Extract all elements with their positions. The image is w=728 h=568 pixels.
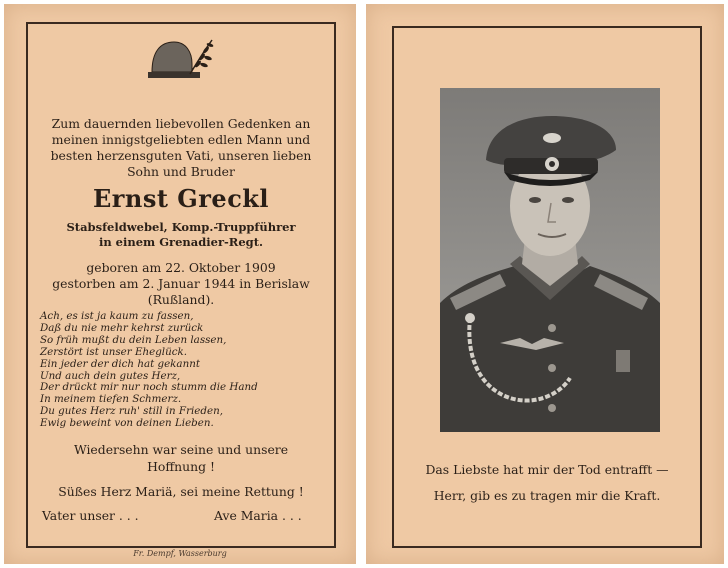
poem-line: So früh mußt du dein Leben lassen,	[40, 333, 227, 346]
birth-date: geboren am 22. Oktober 1909	[86, 260, 276, 275]
poem-line: Du gutes Herz ruh' still in Frieden,	[40, 405, 223, 418]
poem-line: In meinem tiefen Schmerz.	[40, 393, 182, 406]
memorial-card-back	[366, 4, 724, 564]
deceased-name: Ernst Greckl	[92, 184, 270, 213]
poem-line: Der drückt mir nur noch stumm die Hand	[40, 381, 258, 394]
poem-line: Zerstört ist unser Eheglück.	[40, 345, 187, 358]
rank-line: in einem Grenadier-Regt.	[98, 235, 264, 249]
ave-maria: Ave Maria . . .	[214, 508, 302, 523]
card-border	[26, 22, 336, 548]
intro-line: Sohn und Bruder	[127, 164, 235, 179]
quote-line: Das Liebste hat mir der Tod entrafft —	[425, 462, 669, 477]
death-place: (Rußland).	[147, 292, 215, 307]
intro-line: besten herzensguten Vati, unseren lieben	[50, 148, 312, 163]
poem-line: Ein jeder der dich hat gekannt	[40, 357, 200, 370]
intro-line: meinen innigstgeliebten edlen Mann und	[51, 132, 311, 147]
soldier-portrait	[440, 88, 660, 432]
memorial-poem	[40, 311, 330, 430]
hope-line: Wiedersehn war seine und unsere	[73, 442, 289, 457]
prayer-line: Süßes Herz Mariä, sei meine Rettung !	[58, 484, 304, 499]
card-border	[392, 26, 702, 548]
printer-credit: Fr. Dempf, Wasserburg	[133, 549, 227, 558]
memorial-card-front	[4, 4, 356, 564]
intro-line: Zum dauernden liebevollen Gedenken an	[51, 116, 311, 131]
poem-line: Ach, es ist ja kaum zu fassen,	[40, 310, 194, 322]
quote-line: Herr, gib es zu tragen mir die Kraft.	[433, 488, 661, 503]
poem-line: Ewig beweint von deinen Lieben.	[40, 417, 214, 430]
death-date: gestorben am 2. Januar 1944 in Berislaw	[52, 276, 310, 291]
hope-line: Hoffnung !	[147, 459, 215, 474]
poem-line: Und auch dein gutes Herz,	[40, 369, 181, 382]
helmet-laurel-icon	[146, 34, 216, 84]
vater-unser: Vater unser . . .	[42, 508, 139, 523]
poem-line: Daß du nie mehr kehrst zurück	[40, 321, 204, 334]
rank-line: Stabsfeldwebel, Komp.-Truppführer	[66, 220, 296, 234]
